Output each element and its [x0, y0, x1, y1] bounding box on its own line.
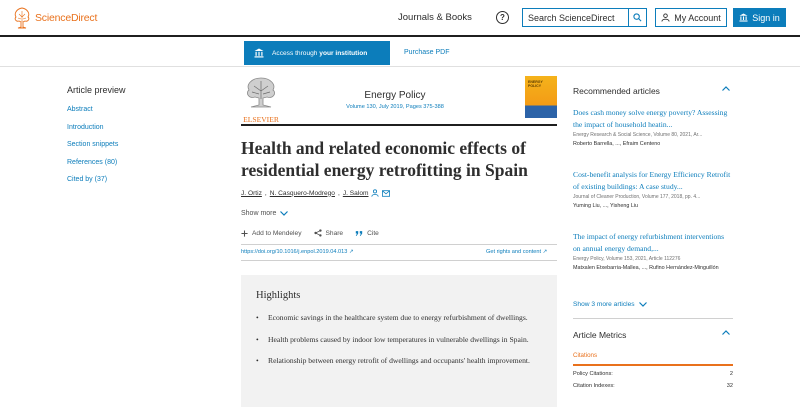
chevron-down-icon — [639, 302, 647, 307]
author-link[interactable]: J. Ortiz — [241, 189, 262, 197]
recommended-article-authors: Roberto Barrella, ..., Efraim Centeno — [573, 141, 661, 147]
author-separator: , — [264, 189, 267, 197]
get-rights-label: Get rights and content — [486, 249, 542, 255]
my-account-button[interactable] — [655, 8, 727, 27]
chevron-up-icon[interactable] — [722, 330, 730, 335]
quote-icon — [355, 230, 363, 237]
citations-rule — [573, 364, 733, 366]
show-more-articles-label: Show 3 more articles — [573, 301, 635, 308]
brand-name: ScienceDirect — [35, 12, 98, 24]
plus-icon — [241, 230, 248, 237]
cite-label: Cite — [367, 229, 379, 237]
highlight-item: • Economic savings in the healthcare system due to energy refurbishment of dwellings. — [256, 312, 546, 325]
author-separator: , — [337, 189, 340, 197]
highlight-item: • Health problems caused by indoor low temperatures in vulnerable dwellings in Spain. — [256, 334, 546, 347]
search-placeholder: Search ScienceDirect — [528, 12, 615, 23]
purchase-pdf-link[interactable]: Purchase PDF — [404, 49, 450, 56]
toc-item-references[interactable]: References (80) — [67, 158, 118, 166]
doi-link[interactable] — [241, 249, 354, 255]
help-icon[interactable]: ? — [496, 11, 509, 24]
show-more-articles-button[interactable] — [573, 301, 647, 308]
volume-info-link[interactable]: Volume 130, July 2019, Pages 375-388 — [346, 104, 444, 110]
header-divider — [241, 124, 557, 126]
search-input[interactable] — [522, 8, 647, 27]
cite-button[interactable] — [355, 229, 379, 237]
metric-value: 2 — [729, 371, 733, 377]
sciencedirect-logo[interactable] — [12, 6, 97, 30]
doi-text: https://doi.org/10.1016/j.enpol.2019.04.013 — [241, 249, 348, 255]
access-institution-button[interactable] — [244, 41, 390, 65]
sign-in-label: Sign in — [752, 12, 780, 23]
share-label: Share — [325, 229, 344, 237]
external-link-icon: ↗ — [542, 249, 548, 255]
recommended-article-title[interactable]: Does cash money solve energy poverty? Assessing the impact of household heatin... — [573, 108, 728, 129]
metric-label: Citation Indexes: — [573, 383, 615, 389]
show-more-label: Show more — [241, 210, 277, 217]
search-button[interactable] — [628, 9, 646, 26]
recommended-article-authors: Yuming Liu, ..., Yisheng Liu — [573, 203, 639, 209]
journals-books-link[interactable]: Journals & Books — [398, 12, 472, 23]
metric-label: Policy Citations: — [573, 371, 613, 377]
email-icon[interactable] — [382, 190, 390, 197]
author-link[interactable]: N. Casquero-Modrego — [269, 189, 335, 197]
institution-icon — [254, 48, 264, 58]
metric-value: 32 — [726, 383, 733, 389]
add-to-mendeley-button[interactable] — [241, 229, 302, 237]
highlight-item: • Relationship between energy retrofit of dwellings and occupants' health improvement. — [256, 355, 546, 368]
recommended-articles-list — [573, 107, 733, 293]
recommended-articles-title: Recommended articles — [573, 86, 660, 96]
person-icon[interactable] — [371, 189, 379, 197]
highlights-list — [256, 312, 546, 377]
article-metrics-header[interactable] — [573, 330, 730, 340]
article-title: Health and related economic effects of residential energy retrofitting in Spain — [241, 138, 528, 180]
toc-item-section-snippets[interactable]: Section snippets — [67, 141, 119, 148]
highlights-panel — [241, 275, 557, 407]
elsevier-tree-icon — [241, 75, 281, 109]
highlights-title: Highlights — [256, 290, 301, 301]
my-account-label: My Account — [674, 12, 721, 23]
journal-name-link[interactable]: Energy Policy — [364, 90, 426, 101]
metric-row — [573, 371, 733, 377]
metric-row — [573, 383, 733, 389]
access-bar — [0, 40, 800, 67]
share-icon — [314, 229, 322, 237]
article-metrics-title: Article Metrics — [573, 330, 627, 340]
top-header — [0, 0, 800, 37]
chevron-up-icon[interactable] — [722, 86, 730, 91]
article-actions — [241, 229, 379, 237]
recommended-articles-header[interactable] — [573, 86, 730, 96]
external-link-icon: ↗ — [348, 249, 354, 255]
recommended-article-title[interactable]: The impact of energy refurbishment interventions on annual energy demand,... — [573, 232, 725, 253]
divider — [241, 260, 557, 261]
access-label: Access through your institution — [272, 49, 368, 57]
person-icon — [661, 13, 670, 22]
toc-item-abstract[interactable]: Abstract — [67, 106, 93, 113]
get-rights-link[interactable] — [486, 249, 547, 255]
toc-item-introduction[interactable]: Introduction — [67, 123, 104, 131]
show-more-button[interactable] — [241, 210, 288, 217]
author-list — [241, 189, 390, 197]
recommended-article-source: Energy Research & Social Science, Volume 80, 2021, Ar... — [573, 132, 703, 138]
recommended-article — [573, 231, 733, 293]
toc-list — [67, 106, 118, 194]
add-to-mendeley-label: Add to Mendeley — [252, 229, 302, 237]
divider — [573, 318, 733, 319]
institution-icon — [739, 13, 748, 22]
recommended-article-title[interactable]: Cost-benefit analysis for Energy Efficiency Retrofit of existing buildings: A case study... — [573, 170, 731, 191]
recommended-article — [573, 107, 733, 169]
divider — [241, 244, 557, 245]
publisher-wordmark: ELSEVIER — [243, 115, 279, 124]
recommended-article-source: Journal of Cleaner Production, Volume 177, 2018, pp. 4... — [573, 194, 701, 200]
author-link[interactable]: J. Salom — [342, 189, 369, 197]
toc-title: Article preview — [67, 85, 126, 95]
toc-item-cited-by[interactable]: Cited by (37) — [67, 176, 108, 183]
citations-subtitle: Citations — [573, 352, 598, 359]
chevron-down-icon — [280, 211, 288, 216]
elsevier-tree-icon — [12, 6, 32, 30]
share-button[interactable] — [314, 229, 344, 237]
elsevier-publisher-logo[interactable] — [241, 75, 281, 124]
cover-title: ENERGY POLICY — [528, 80, 543, 88]
recommended-article-source: Energy Policy, Volume 153, 2021, Article 112276 — [573, 256, 681, 262]
recommended-article — [573, 169, 733, 231]
journal-cover-image[interactable] — [525, 76, 557, 118]
recommended-article-authors: Matxalen Etxebarria-Mallea, ..., Rufino Hernández-Minguillón — [573, 265, 719, 271]
search-icon — [633, 13, 642, 22]
sign-in-button[interactable] — [733, 8, 786, 27]
